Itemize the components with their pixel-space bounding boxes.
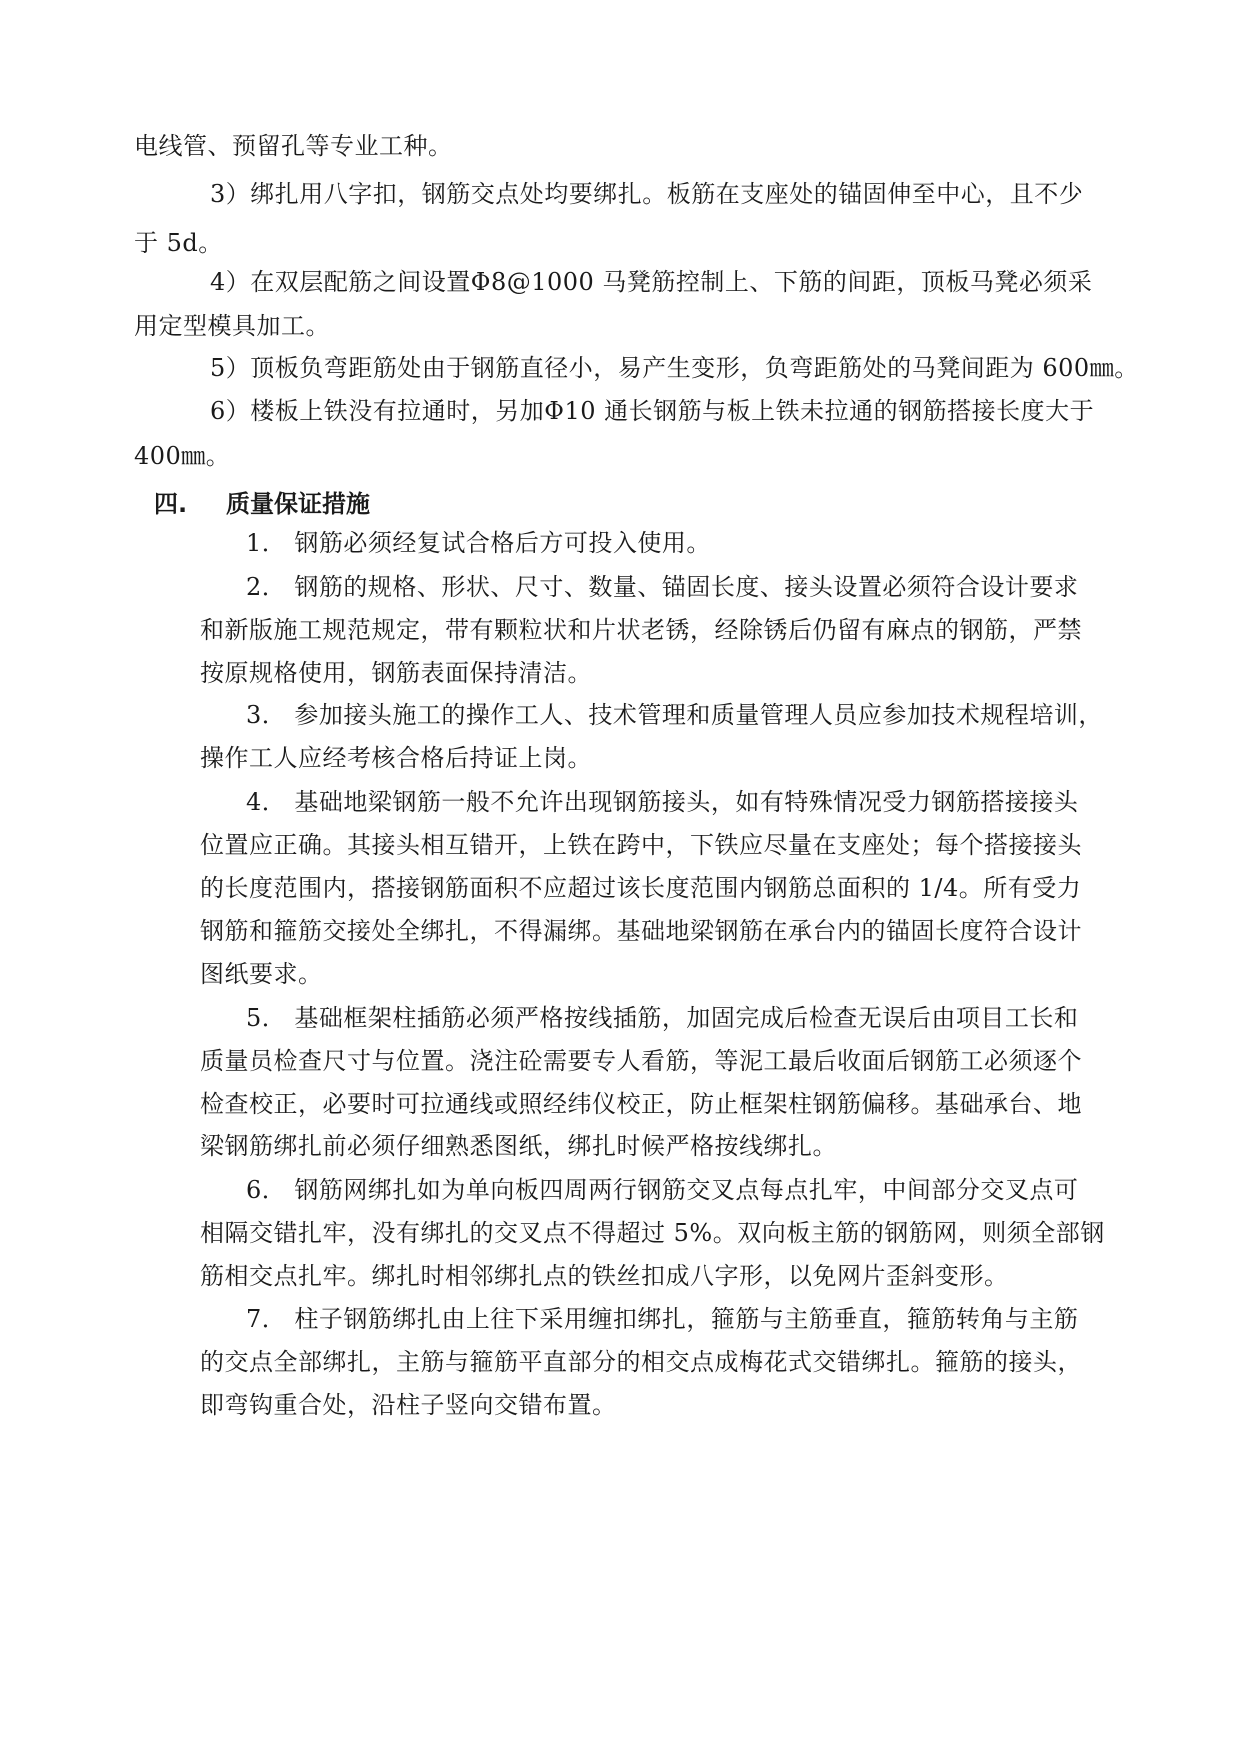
quality-item-7-line-1: 7． 柱子钢筋绑扎由上往下采用缠扣绑扎，箍筋与主筋垂直，箍筋转角与主筋: [246, 1305, 1079, 1333]
quality-item-3-line-2: 操作工人应经考核合格后持证上岗。: [200, 744, 592, 772]
quality-item-4-line-5: 图纸要求。: [200, 960, 323, 988]
quality-item-3-line-1: 3． 参加接头施工的操作工人、技术管理和质量管理人员应参加技术规程培训，: [246, 701, 1103, 729]
install-item-4-line-1: 4）在双层配筋之间设置Φ8@1000 马凳筋控制上、下筋的间距，顶板马凳必须采: [210, 268, 1093, 296]
install-item-6-line-2: 400㎜。: [134, 442, 231, 470]
quality-item-1-line-1: 1． 钢筋必须经复试合格后方可投入使用。: [246, 529, 711, 557]
section-4-number: 四.: [154, 490, 188, 518]
quality-item-4-line-2: 位置应正确。其接头相互错开，上铁在跨中，下铁应尽量在支座处；每个搭接接头: [200, 831, 1082, 859]
quality-item-5-line-4: 梁钢筋绑扎前必须仔细熟悉图纸，绑扎时候严格按线绑扎。: [200, 1132, 837, 1160]
quality-item-6-line-2: 相隔交错扎牢，没有绑扎的交叉点不得超过 5%。双向板主筋的钢筋网，则须全部钢: [200, 1219, 1105, 1247]
install-item-6-line-1: 6）楼板上铁没有拉通时，另加Φ10 通长钢筋与板上铁未拉通的钢筋搭接长度大于: [210, 397, 1095, 425]
quality-item-5-line-1: 5． 基础框架柱插筋必须严格按线插筋，加固完成后检查无误后由项目工长和: [246, 1004, 1079, 1032]
install-item-3-line-1: 3）绑扎用八字扣，钢筋交点处均要绑扎。板筋在支座处的锚固伸至中心，且不少: [210, 180, 1084, 208]
section-4-heading: [154, 488, 370, 520]
quality-item-6-line-1: 6． 钢筋网绑扎如为单向板四周两行钢筋交叉点每点扎牢，中间部分交叉点可: [246, 1176, 1079, 1204]
quality-item-4-line-4: 钢筋和箍筋交接处全绑扎，不得漏绑。基础地梁钢筋在承台内的锚固长度符合设计: [200, 917, 1082, 945]
intro-tail-text: 电线管、预留孔等专业工种。: [134, 132, 453, 160]
quality-item-6-line-3: 筋相交点扎牢。绑扎时相邻绑扎点的铁丝扣成八字形，以免网片歪斜变形。: [200, 1262, 1009, 1290]
quality-item-7-line-3: 即弯钩重合处，沿柱子竖向交错布置。: [200, 1391, 617, 1419]
install-item-3-line-2: 于 5d。: [134, 229, 223, 257]
quality-item-4-line-1: 4． 基础地梁钢筋一般不允许出现钢筋接头，如有特殊情况受力钢筋搭接接头: [246, 788, 1079, 816]
install-item-5-line-1: 5）顶板负弯距筋处由于钢筋直径小，易产生变形，负弯距筋处的马凳间距为 600㎜。: [210, 354, 1139, 382]
quality-item-2-line-3: 按原规格使用，钢筋表面保持清洁。: [200, 659, 592, 687]
quality-item-7-line-2: 的交点全部绑扎，主筋与箍筋平直部分的相交点成梅花式交错绑扎。箍筋的接头，: [200, 1348, 1082, 1376]
quality-item-2-line-2: 和新版施工规范规定，带有颗粒状和片状老锈，经除锈后仍留有麻点的钢筋，严禁: [200, 616, 1082, 644]
section-4-title: 质量保证措施: [226, 490, 370, 518]
quality-item-5-line-2: 质量员检查尺寸与位置。浇注砼需要专人看筋，等泥工最后收面后钢筋工必须逐个: [200, 1047, 1082, 1075]
install-item-4-line-2: 用定型模具加工。: [134, 312, 330, 340]
quality-item-5-line-3: 检查校正，必要时可拉通线或照经纬仪校正，防止框架柱钢筋偏移。基础承台、地: [200, 1090, 1082, 1118]
quality-item-4-line-3: 的长度范围内，搭接钢筋面积不应超过该长度范围内钢筋总面积的 1/4。所有受力: [200, 874, 1082, 902]
quality-item-2-line-1: 2． 钢筋的规格、形状、尺寸、数量、锚固长度、接头设置必须符合设计要求: [246, 573, 1079, 601]
